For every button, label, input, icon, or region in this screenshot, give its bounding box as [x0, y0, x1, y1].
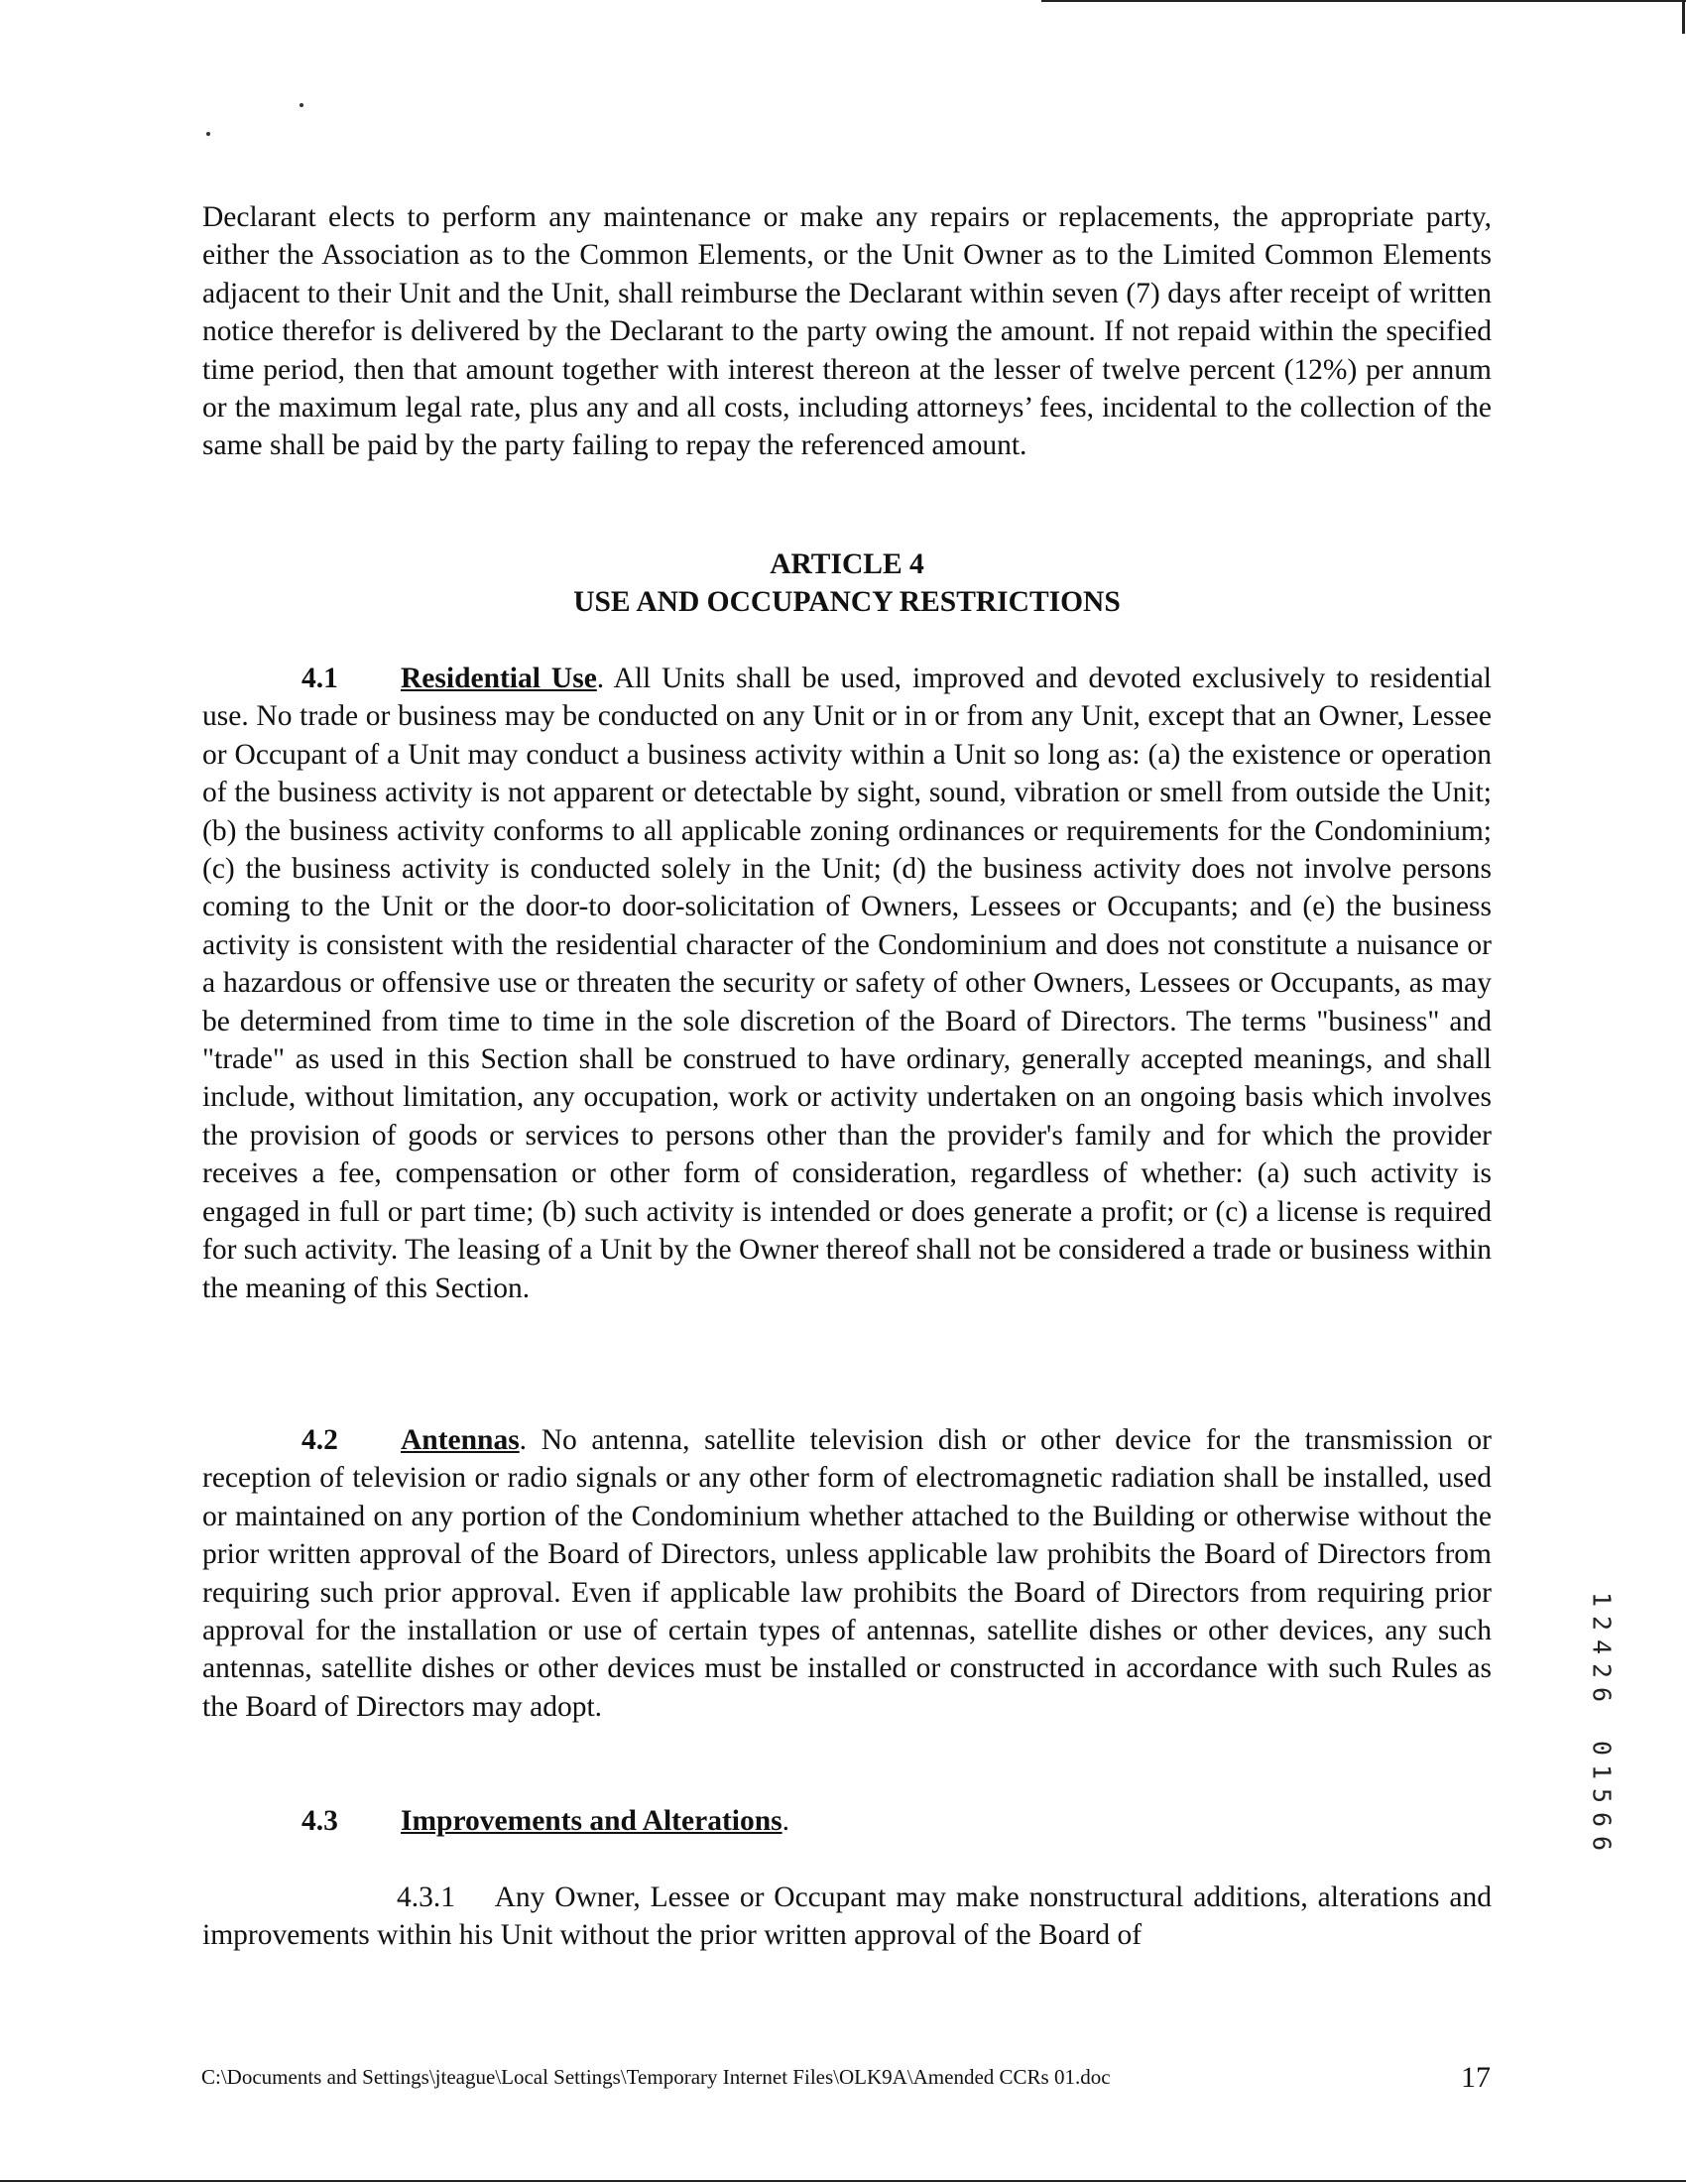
stamp-digit: 2: [1587, 1615, 1617, 1632]
stamp-digit: 6: [1587, 1811, 1617, 1828]
continuation-paragraph: Declarant elects to perform any maintenance or make any repairs or replacements, the appropriate party, either the Association as to the Common Elements, or the Unit Owner as to the Limited Common Elements adjacent to their Unit and the Unit, shall reimburse the Declarant within seven (7) days after receipt of written notice therefor is delivered by the Declarant to the party owing the amount. If not repaid within the specified time period, then that amount together with interest thereon at the lesser of twelve percent (12%) per annum or the maximum legal rate, plus any and all costs, including attorneys’ fees, incidental to the collection of the same shall be paid by the party failing to repay the referenced amount.: [202, 201, 1492, 462]
section-number: 4.2: [301, 1424, 338, 1456]
section-body: . All Units shall be used, improved and devoted exclusively to residential use. No trade or business may be conducted on any Unit or in or from any Unit, except that an Owner, Lessee or Occupant of a Unit may conduct a business activity within a Unit so long as: (a) the existence or operation of the business activity is not apparent or detectable by sight, sound, vibration or smell from outside the Unit; (b) the business activity conforms to all applicable zoning ordinances or requirements for the Condominium; (c) the business activity is conducted solely in the Unit; (d) the business activity does not involve persons coming to the Unit or the door-to door-solicitation of Owners, Lessees or Occupants; and (e) the business activity is consistent with the residential character of the Condominium and does not constitute a nuisance or a hazardous or offensive use or threaten the security or safety of other Owners, Lessees or Occupants, as may be determined from time to time in the sole discretion of the Board of Directors. The terms "business" and "trade" as used in this Section shall be construed to have ordinary, generally accepted meanings, and shall include, without limitation, any occupation, work or activity undertaken on an ongoing basis which involves the provision of goods or services to persons other than the provider's family and for which the provider receives a fee, compensation or other form of consideration, regardless of whether: (a) such activity is engaged in full or part time; (b) such activity is intended or does generate a profit; or (c) a license is required for such activity. The leasing of a Unit by the Owner thereof shall not be considered a trade or business within the meaning of this Section.: [202, 663, 1493, 1304]
footer-file-path: C:\Documents and Settings\jteague\Local Settings\Temporary Internet Files\OLK9A\Amended CCRs 01.doc: [201, 2065, 1111, 2089]
page-number: 17: [1461, 2061, 1491, 2094]
section-4-2: [202, 1421, 1492, 1726]
stamp-digit: 6: [1587, 1686, 1617, 1703]
stamp-digit: 1: [1587, 1591, 1617, 1608]
subsection-4-3-1: [202, 1879, 1492, 1955]
stamp-digit: 4: [1587, 1638, 1617, 1655]
section-title: Antennas: [401, 1424, 520, 1456]
stamp-digit: 0: [1587, 1740, 1617, 1757]
section-number: 4.1: [301, 663, 338, 694]
right-scan-edge: [1682, 0, 1685, 34]
section-4-3: [202, 1802, 1492, 1840]
section-body: .: [782, 1805, 789, 1837]
subsection-body: Any Owner, Lessee or Occupant may make nonstructural additions, alterations and improvements within his Unit without the prior written approval of the Board of: [202, 1881, 1493, 1952]
top-scan-line: [1041, 0, 1686, 2]
bottom-scan-line: [0, 2180, 1686, 2182]
stamp-digit: 5: [1587, 1787, 1617, 1804]
stamp-digit: 2: [1587, 1662, 1617, 1679]
scan-speck: [300, 103, 303, 107]
section-title: Improvements and Alterations: [401, 1805, 783, 1837]
article-number: ARTICLE 4: [770, 548, 924, 580]
scan-speck: [206, 132, 210, 136]
stamp-digit: 1: [1587, 1763, 1617, 1780]
article-heading: [202, 546, 1492, 621]
recording-stamp: [1585, 1585, 1619, 1863]
section-number: 4.3: [301, 1805, 338, 1837]
subsection-number: 4.3.1: [397, 1881, 455, 1913]
article-title: USE AND OCCUPANCY RESTRICTIONS: [573, 586, 1121, 618]
section-body: . No antenna, satellite television dish or other device for the transmission or reception of television or radio signals or any other form of electromagnetic radiation shall be installed, used or maintained on any portion of the Condominium whether attached to the Building or otherwise without the prior written approval of the Board of Directors, unless applicable law prohibits the Board of Directors from requiring such prior approval. Even if applicable law prohibits the Board of Directors from requiring prior approval for the installation or use of certain types of antennas, satellite dishes or other devices, any such antennas, satellite dishes or other devices must be installed or constructed in accordance with such Rules as the Board of Directors may adopt.: [202, 1424, 1492, 1723]
section-title: Residential Use: [401, 663, 597, 694]
stamp-digit: 6: [1587, 1835, 1617, 1852]
section-4-1: [202, 660, 1492, 1307]
